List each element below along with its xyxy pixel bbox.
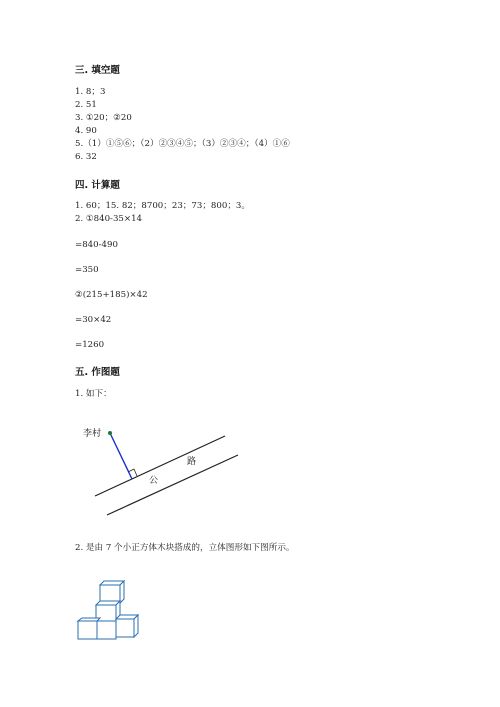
cube-bottom-left [78, 621, 97, 639]
cube-mid-front [96, 605, 116, 623]
cube-top-side [120, 581, 124, 603]
s4-step-4: =1260 [75, 340, 105, 350]
s5-question-1: 1. 如下： [75, 389, 112, 399]
s3-answer-4: 4. 90 [75, 126, 97, 136]
s4-step-2: =350 [75, 265, 99, 275]
s3-answer-5: 5.（1）①⑤⑥；（2）②③④⑤；（3）②③④；（4）①⑥ [75, 139, 290, 149]
section-5-title: 五. 作图题 [75, 367, 120, 378]
village-point [108, 431, 112, 435]
s4-answer-1: 1. 60；15. 82；8700；23；73；800；3。 [75, 201, 250, 211]
s4-answer-2b: ②(215+185)×42 [75, 290, 148, 300]
s3-answer-6: 6. 32 [75, 152, 97, 162]
road-label-1: 公 [149, 476, 159, 486]
cube-right-front [116, 619, 134, 637]
section-3-title: 三. 填空题 [75, 65, 120, 76]
s5-question-2: 2. 是由 7 个小正方体木块搭成的，立体图形如下图所示。 [75, 543, 295, 553]
s3-answer-2: 2. 51 [75, 100, 97, 110]
s3-answer-3: 3. ①20；②20 [75, 113, 132, 123]
cube-right-side [134, 615, 138, 637]
cube-structure-figure [74, 575, 146, 641]
s4-step-3: =30×42 [75, 315, 112, 325]
cube-bottom-mid [97, 621, 116, 639]
road-label-2: 路 [187, 457, 197, 467]
cube-top-front [100, 585, 120, 603]
road-village-figure [75, 415, 250, 525]
s3-answer-1: 1. 8；3 [75, 87, 106, 97]
cube-bottom-left-top [78, 618, 100, 621]
s4-answer-2: 2. ①840-35×14 [75, 214, 143, 224]
perpendicular-line [110, 433, 132, 479]
road-line-lower [107, 455, 238, 515]
village-label: 李村 [83, 429, 102, 439]
s4-step-1: =840-490 [75, 240, 118, 250]
road-line-upper [95, 436, 225, 496]
section-4-title: 四. 计算题 [75, 180, 120, 191]
